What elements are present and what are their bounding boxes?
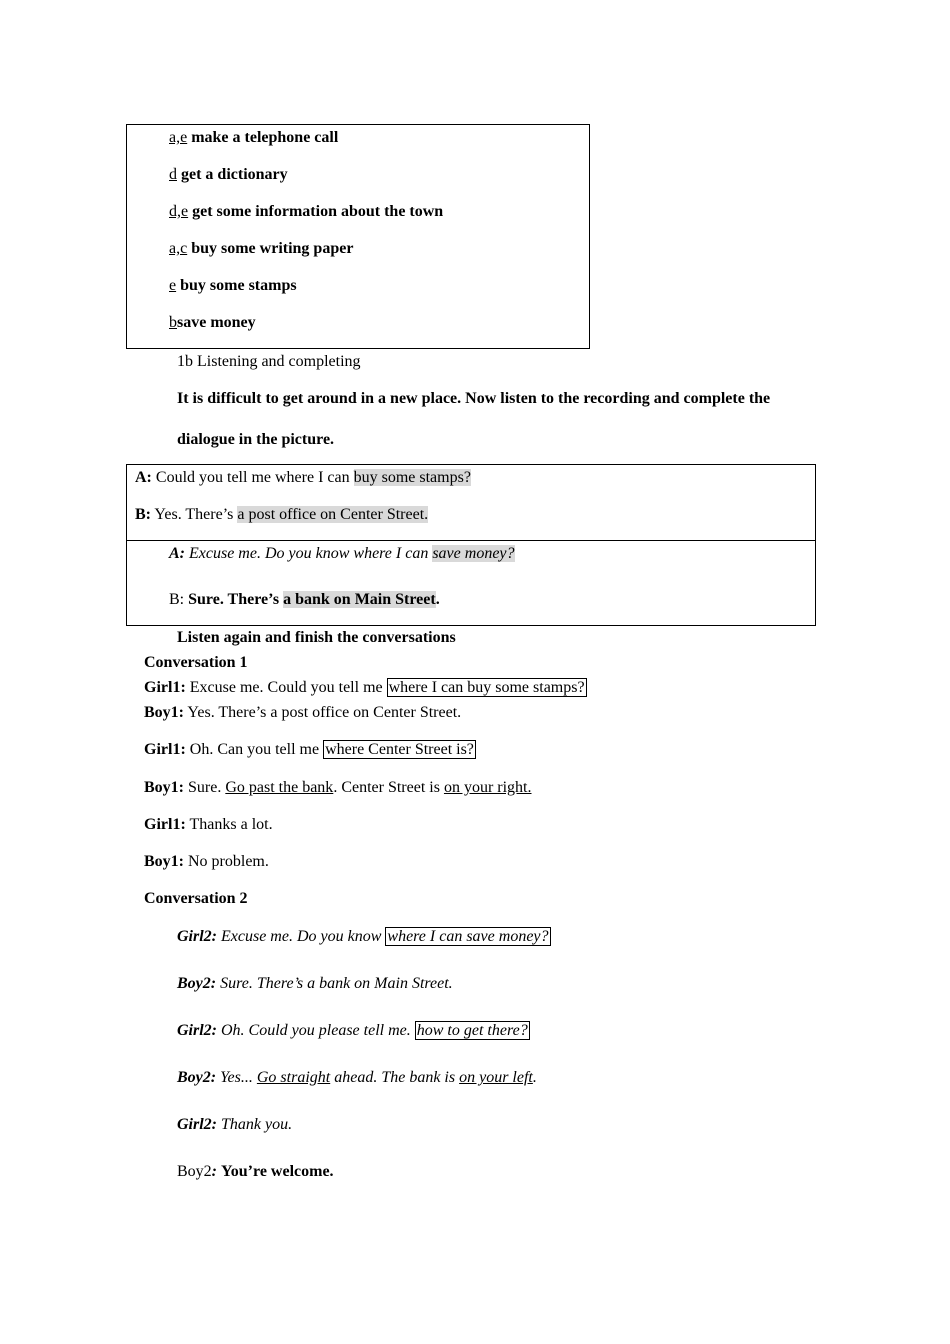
task-answer: a,c [169,240,188,257]
speaker-label: Boy2 [177,1163,212,1180]
listen-again-heading: Listen again and finish the conversations [177,629,456,646]
speaker-label: Girl2: [177,1116,217,1133]
task-text: make a telephone call [191,129,339,146]
dialogue-answer: a post office on Center Street. [237,506,429,523]
conv2-line-3 [177,1021,530,1041]
line-text: Thanks a lot. [189,816,273,833]
speaker-label: Girl1: [144,679,186,696]
conv1-line-3 [144,740,476,760]
task-answer: d [169,166,177,183]
line-text: ahead. The bank is [334,1069,456,1086]
line-end: . [532,1069,537,1086]
dialogue-row2-b [169,590,440,610]
conversation-2-title: Conversation 2 [144,890,248,907]
task-answer: e [169,277,177,294]
speaker-label: Girl2: [177,1022,217,1039]
speaker-label: Girl2: [177,928,217,945]
conv1-line-1 [144,678,587,698]
speaker-label: B: [169,591,185,608]
dialogue-divider [126,540,816,541]
dialogue-answer: buy some stamps? [353,469,471,486]
boxed-answer: where Center Street is? [325,741,474,758]
task-item-3 [169,202,443,222]
task-item-4 [169,239,353,259]
conv1-line-5 [144,815,273,835]
boxed-answer: how to get there? [416,1022,528,1039]
dialogue-text: Sure. There’s [188,591,280,608]
line-text: Thank you. [221,1116,293,1133]
line-text: . Center Street is [333,779,440,796]
task-text: buy some stamps [180,277,297,294]
conv1-line-6 [144,852,269,872]
speaker-label: A: [135,469,152,486]
dialogue-row1-a [135,468,471,488]
speaker-colon: : [211,1163,217,1180]
speaker-label: Boy1: [144,704,184,721]
speaker-label: Girl1: [144,816,186,833]
speaker-label: Boy2: [177,975,217,992]
task-item-2 [169,165,288,185]
line-text: Sure. [188,779,222,796]
line-text: Yes... [220,1069,253,1086]
conv2-line-5 [177,1115,292,1135]
section-1b-instruction-2: dialogue in the picture. [177,431,335,448]
dialogue-answer: a bank on Main Street [283,591,436,608]
dialogue-text: Could you tell me where I can [155,469,350,486]
task-answer: a,e [169,129,188,146]
underlined-answer: on your left [459,1069,533,1086]
task-text: save money [177,314,256,331]
line-text: Excuse me. Could you tell me [189,679,383,696]
task-text: buy some writing paper [191,240,354,257]
task-answer: b [169,314,177,331]
section-1b-heading: 1b Listening and completing [177,353,361,370]
speaker-label: Boy2: [177,1069,217,1086]
line-text: Sure. There’s a bank on Main Street. [220,975,453,992]
conv2-line-2 [177,974,453,994]
task-item-6 [169,313,256,333]
conv1-line-2 [144,703,461,723]
speaker-label: Girl1: [144,741,186,758]
dialogue-text: Excuse me. Do you know where I can [189,545,429,562]
conv2-line-6 [177,1162,334,1182]
underlined-answer: Go straight [256,1069,331,1086]
boxed-answer: where I can buy some stamps? [388,679,585,696]
speaker-label: B: [135,506,151,523]
line-text: No problem. [188,853,269,870]
line-text: Oh. Can you tell me [189,741,320,758]
boxed-answer: where I can save money? [387,928,549,945]
task-text: get some information about the town [192,203,444,220]
task-item-5 [169,276,297,296]
section-1b-instruction-1: It is difficult to get around in a new place. Now listen to the recording and complete the [177,390,771,407]
dialogue-answer: save money? [432,545,515,562]
underlined-answer: Go past the bank [225,779,334,796]
line-text: Excuse me. Do you know [221,928,382,945]
speaker-label: A: [169,545,185,562]
task-text: get a dictionary [181,166,288,183]
conv2-line-1 [177,927,551,947]
task-answer: d,e [169,203,189,220]
line-text: Oh. Could you please tell me. [221,1022,411,1039]
conv2-line-4 [177,1068,537,1088]
line-text: Yes. There’s a post office on Center Street. [187,704,462,721]
line-text: You’re welcome. [221,1163,334,1180]
dialogue-row2-a [169,544,515,564]
task-item-1 [169,128,338,148]
dialogue-text: Yes. There’s [154,506,234,523]
speaker-label: Boy1: [144,779,184,796]
underlined-answer: on your right. [443,779,532,796]
dialogue-end: . [435,591,440,608]
conv1-line-4 [144,778,532,798]
conversation-1-title: Conversation 1 [144,654,248,671]
dialogue-row1-b [135,505,428,525]
speaker-label: Boy1: [144,853,184,870]
